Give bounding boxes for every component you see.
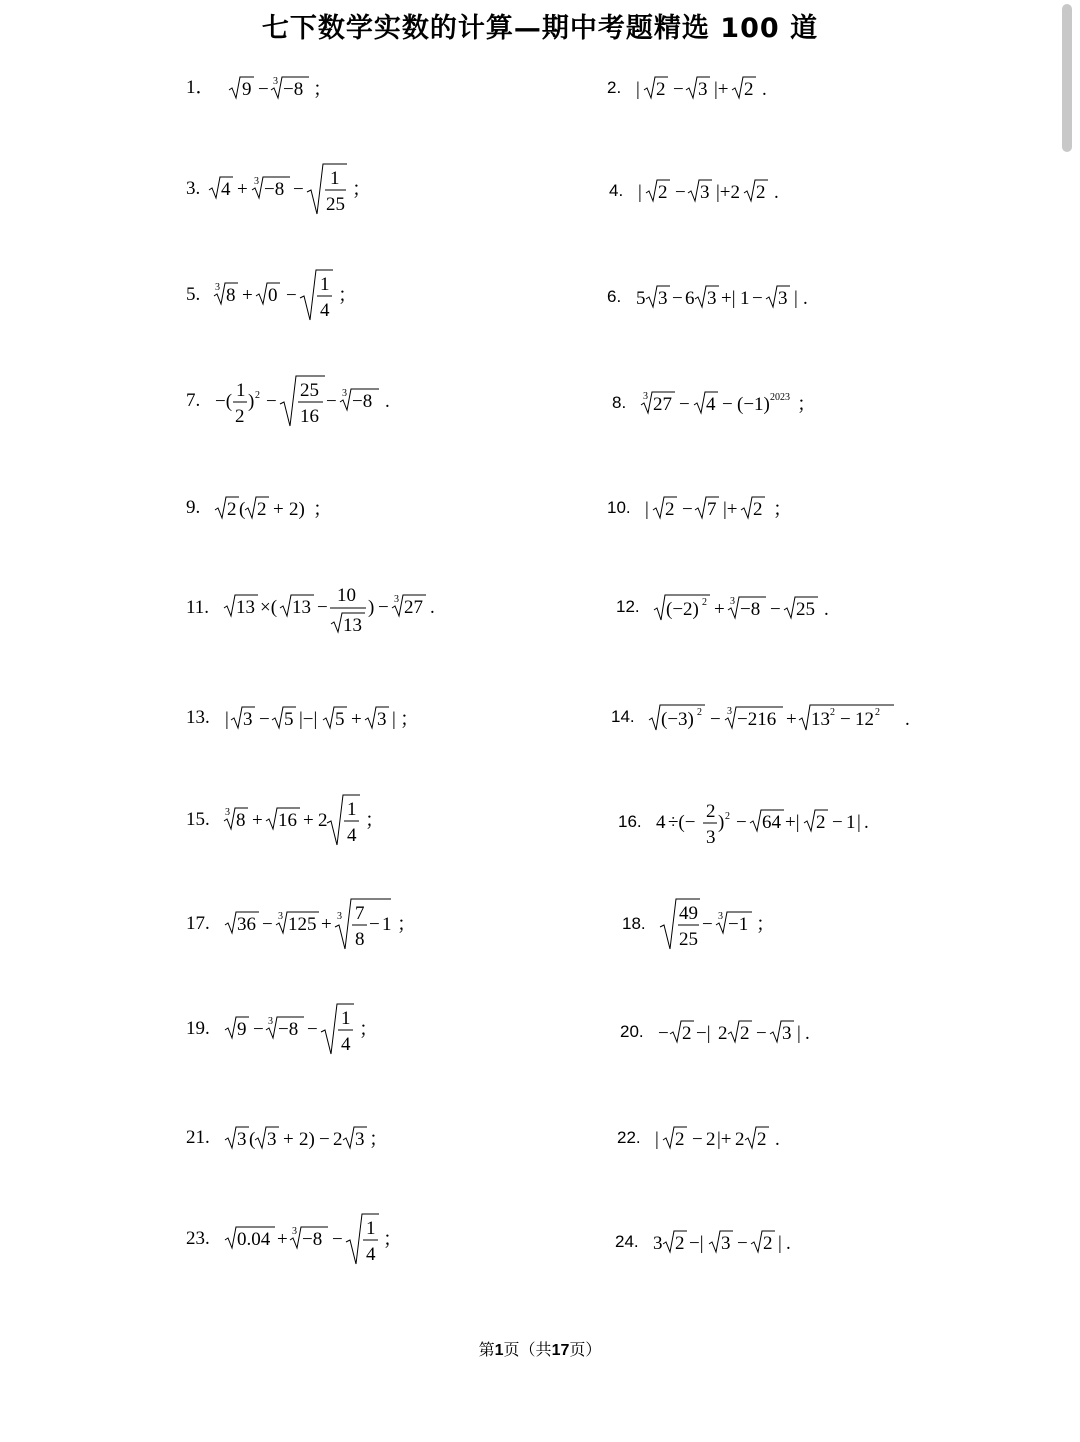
svg-text:−: − [658, 1023, 670, 1044]
svg-text:5: 5 [334, 709, 344, 730]
problem-24 [615, 1228, 811, 1258]
svg-text:3: 3 [718, 911, 724, 922]
svg-text:−: − [832, 812, 844, 833]
svg-text:4: 4 [221, 179, 231, 200]
svg-text:27: 27 [652, 394, 672, 415]
problem-number: 10. [607, 498, 631, 518]
svg-text:−: − [377, 597, 389, 618]
math-expression [658, 897, 778, 953]
svg-text:；: ； [756, 914, 776, 935]
svg-text:.: . [802, 288, 808, 309]
problem-3 [186, 162, 372, 218]
svg-text:−: − [678, 394, 690, 415]
svg-text:3: 3 [706, 827, 716, 848]
problem-17 [186, 897, 423, 953]
svg-text:÷(−: ÷(− [668, 812, 696, 833]
svg-text:13: 13 [235, 597, 255, 618]
problem-13 [186, 704, 433, 734]
svg-text:16: 16 [277, 810, 297, 831]
svg-text:5: 5 [283, 709, 293, 730]
svg-text:49: 49 [679, 903, 699, 924]
svg-text:|−|: |−| [298, 709, 317, 730]
svg-text:.: . [824, 599, 830, 620]
svg-text:−: − [674, 182, 686, 203]
svg-text:2: 2 [257, 499, 267, 520]
svg-text:4: 4 [346, 825, 356, 846]
svg-text:−8: −8 [283, 79, 304, 100]
problem-number: 15. [186, 809, 210, 831]
svg-text:−: − [252, 1019, 264, 1040]
problem-20 [620, 1018, 826, 1048]
svg-text:3: 3 [224, 807, 230, 818]
svg-text:.: . [773, 182, 779, 203]
svg-text:−: − [318, 1129, 330, 1150]
svg-text:2: 2 [755, 182, 766, 203]
svg-text:0: 0 [268, 285, 278, 306]
svg-text:2: 2 [675, 1233, 685, 1254]
svg-text:−(: −( [215, 391, 233, 412]
svg-text:+: + [237, 179, 248, 200]
problem-16 [618, 795, 894, 851]
problem-18 [622, 897, 778, 953]
problem-21 [186, 1124, 393, 1154]
problem-number: 13. [186, 707, 210, 729]
svg-text:.: . [864, 812, 870, 833]
problem-15 [186, 793, 383, 849]
svg-text:.: . [385, 391, 390, 412]
svg-text:4: 4 [656, 812, 666, 833]
svg-text:|: | [637, 182, 642, 203]
svg-text:3: 3 [730, 596, 736, 607]
svg-text:−: − [737, 1233, 749, 1254]
math-expression [207, 162, 372, 218]
svg-text:64: 64 [762, 812, 782, 833]
footer-prefix: 第 [478, 1340, 495, 1359]
problem-14 [611, 702, 917, 734]
problem-8 [612, 389, 829, 419]
svg-text:3: 3 [727, 706, 733, 717]
problem-19 [186, 1002, 378, 1058]
problem-7 [186, 374, 403, 430]
svg-text:|+: |+ [723, 499, 738, 520]
svg-text:2: 2 [763, 1233, 773, 1254]
svg-text:；: ； [796, 394, 816, 415]
svg-text:2: 2 [702, 597, 708, 608]
svg-text:−: − [266, 391, 277, 412]
problem-number: 22. [617, 1128, 641, 1148]
svg-text:4: 4 [705, 394, 716, 415]
svg-text:16: 16 [300, 406, 319, 427]
svg-text:−8: −8 [277, 1019, 298, 1040]
svg-text:|: | [857, 812, 862, 833]
svg-text:|: | [797, 1023, 802, 1044]
svg-text:−: − [326, 391, 337, 412]
svg-text:2: 2 [317, 810, 327, 831]
math-expression [634, 74, 794, 104]
svg-text:(: ( [248, 1129, 255, 1150]
math-expression [213, 268, 358, 324]
svg-text:|: | [645, 499, 650, 520]
svg-text:−216: −216 [737, 709, 777, 730]
svg-text:3: 3 [266, 1129, 276, 1150]
problem-number: 11. [186, 597, 210, 619]
svg-text:|: | [655, 1129, 660, 1150]
svg-text:): ) [248, 391, 255, 412]
svg-text:2: 2 [657, 182, 668, 203]
svg-text:；: ； [773, 499, 793, 520]
problem-11 [186, 580, 462, 638]
svg-text:|+2: |+2 [715, 182, 740, 203]
svg-text:9: 9 [236, 1019, 246, 1040]
math-expression [636, 177, 796, 207]
svg-text:3: 3 [697, 79, 708, 100]
footer-page-number: 1 [494, 1342, 504, 1359]
svg-text:；: ； [313, 79, 333, 100]
svg-text:2: 2 [697, 707, 703, 718]
svg-text:−: − [692, 1129, 704, 1150]
svg-text:+: + [273, 499, 284, 520]
problem-number: 12. [616, 597, 640, 617]
svg-text:125: 125 [287, 914, 316, 935]
svg-text:2: 2 [706, 1129, 716, 1150]
problem-1 [186, 74, 337, 104]
svg-text:|+: |+ [717, 1129, 732, 1150]
svg-text:−: − [751, 288, 763, 309]
svg-text:+: + [282, 1129, 294, 1150]
svg-text:.: . [429, 597, 435, 618]
svg-text:3: 3 [653, 1233, 663, 1254]
svg-text:1: 1 [365, 1218, 375, 1239]
problem-12 [616, 592, 842, 624]
svg-text:1: 1 [340, 1008, 350, 1029]
svg-text:.: . [786, 1233, 792, 1254]
math-expression [643, 494, 803, 524]
svg-text:−: − [306, 1019, 318, 1040]
problem-number: 18. [622, 914, 646, 934]
svg-text:2: 2 [740, 1023, 750, 1044]
svg-text:3: 3 [354, 1129, 364, 1150]
svg-text:2: 2 [718, 1023, 728, 1044]
svg-text:；: ； [352, 179, 372, 200]
svg-text:1: 1 [320, 274, 330, 295]
svg-text:；: ； [358, 1019, 378, 1040]
math-expression [652, 592, 842, 624]
problem-number: 19. [186, 1018, 210, 1040]
svg-text:|+: |+ [713, 79, 729, 100]
math-expression [223, 1002, 378, 1058]
math-expression [647, 702, 917, 734]
footer-mid: 页（共 [503, 1340, 552, 1359]
svg-text:2: 2 [682, 1023, 692, 1044]
svg-text:3: 3 [215, 282, 220, 293]
svg-text:；: ； [313, 499, 333, 520]
svg-text:−8: −8 [264, 179, 285, 200]
svg-text:|: | [224, 709, 229, 730]
svg-text:(−2): (−2) [666, 599, 700, 620]
math-expression [223, 1212, 403, 1268]
svg-text:.: . [775, 1129, 781, 1150]
problem-number: 3. [186, 178, 201, 200]
svg-text:2): 2) [298, 1129, 315, 1150]
math-expression [223, 704, 433, 734]
svg-text:−: − [286, 285, 297, 306]
svg-text:2: 2 [332, 1129, 342, 1150]
svg-text:3: 3 [376, 709, 386, 730]
problem-number: 5. [186, 284, 201, 306]
svg-text:12: 12 [855, 709, 875, 730]
svg-text:(: ( [239, 499, 246, 520]
svg-text:+: + [242, 285, 253, 306]
svg-text:1: 1 [381, 914, 391, 935]
svg-text:−: − [258, 79, 269, 100]
svg-text:3: 3 [642, 391, 648, 402]
svg-text:3: 3 [236, 1129, 246, 1150]
math-expression [653, 1124, 813, 1154]
problem-9 [186, 494, 343, 524]
svg-text:25: 25 [326, 194, 345, 215]
math-expression [213, 374, 403, 430]
math-expression [651, 1228, 811, 1258]
svg-text:4: 4 [365, 1244, 375, 1265]
svg-text:2: 2 [830, 707, 836, 718]
svg-text:2: 2 [743, 79, 754, 100]
page-title: 七下数学实数的计算—期中考题精选 100 道 [261, 13, 819, 44]
svg-text:−: − [258, 709, 270, 730]
svg-text:−: − [331, 1229, 343, 1250]
problem-number: 1． [186, 77, 215, 99]
svg-text:3: 3 [699, 182, 710, 203]
svg-text:3: 3 [267, 1016, 273, 1027]
svg-text:5: 5 [635, 288, 646, 309]
svg-text:；: ； [382, 1229, 402, 1250]
svg-text:+: + [350, 709, 362, 730]
math-expression [222, 580, 462, 638]
svg-text:；: ； [368, 1129, 388, 1150]
svg-text:.: . [761, 79, 767, 100]
svg-text:|: | [793, 288, 798, 309]
svg-text:+: + [276, 1229, 288, 1250]
svg-text:2: 2 [735, 1129, 745, 1150]
svg-text:+|: +| [720, 288, 736, 309]
problem-number: 20. [620, 1022, 644, 1042]
svg-text:×(: ×( [259, 597, 277, 618]
svg-text:1: 1 [846, 812, 856, 833]
svg-text:13: 13 [342, 615, 362, 636]
svg-text:3: 3 [342, 388, 347, 399]
svg-text:2: 2 [235, 406, 245, 427]
svg-text:): ) [718, 812, 725, 833]
math-expression [656, 1018, 826, 1048]
svg-text:3: 3 [657, 288, 668, 309]
problem-10 [607, 494, 803, 524]
svg-text:−: − [770, 599, 782, 620]
math-expression [223, 1124, 393, 1154]
svg-text:−: − [710, 709, 722, 730]
math-expression [223, 793, 383, 849]
svg-text:25: 25 [796, 599, 816, 620]
problem-number: 17. [186, 913, 210, 935]
svg-text:7: 7 [707, 499, 717, 520]
svg-text:7: 7 [354, 903, 364, 924]
svg-text:+: + [786, 709, 798, 730]
svg-text:(−3): (−3) [661, 709, 695, 730]
vertical-scrollbar[interactable] [1054, 0, 1080, 1442]
svg-text:13: 13 [291, 597, 311, 618]
svg-text:−: − [756, 1023, 768, 1044]
svg-text:+: + [302, 810, 314, 831]
svg-text:9: 9 [242, 79, 252, 100]
svg-text:0.04: 0.04 [236, 1229, 270, 1250]
svg-text:3: 3 [254, 176, 259, 187]
svg-text:2: 2 [725, 811, 731, 822]
svg-text:27: 27 [403, 597, 423, 618]
svg-text:−: − [736, 812, 748, 833]
svg-text:10: 10 [336, 585, 356, 606]
svg-text:3: 3 [291, 1226, 297, 1237]
svg-text:2: 2 [255, 390, 260, 401]
svg-text:−: − [368, 914, 380, 935]
svg-text:3: 3 [721, 1233, 731, 1254]
problem-number: 4. [609, 181, 624, 201]
svg-text:−8: −8 [301, 1229, 322, 1250]
footer-total-pages: 17 [551, 1342, 570, 1359]
math-expression [654, 795, 894, 851]
svg-text:1: 1 [739, 288, 750, 309]
svg-text:6: 6 [684, 288, 695, 309]
svg-text:+: + [251, 810, 263, 831]
svg-text:−|: −| [696, 1023, 711, 1044]
svg-text:2: 2 [655, 79, 666, 100]
problem-number: 16. [618, 812, 642, 832]
svg-text:2023: 2023 [769, 392, 790, 403]
svg-text:3: 3 [777, 288, 788, 309]
svg-text:；: ； [399, 709, 419, 730]
svg-text:36: 36 [236, 914, 256, 935]
svg-text:3: 3 [706, 288, 717, 309]
svg-text:8: 8 [226, 285, 236, 306]
svg-text:4: 4 [340, 1034, 350, 1055]
svg-text:3: 3 [782, 1023, 792, 1044]
scrollbar-thumb[interactable] [1062, 4, 1072, 152]
svg-text:−: − [682, 499, 694, 520]
svg-text:2: 2 [706, 801, 716, 822]
svg-text:2: 2 [753, 499, 763, 520]
svg-text:4: 4 [320, 300, 330, 321]
svg-text:−: − [261, 914, 273, 935]
svg-text:1: 1 [346, 799, 356, 820]
svg-text:3: 3 [242, 709, 252, 730]
math-expression [639, 389, 829, 419]
svg-text:25: 25 [300, 380, 319, 401]
svg-text:(−1): (−1) [736, 394, 770, 415]
svg-text:；: ； [364, 810, 384, 831]
svg-text:|: | [778, 1233, 783, 1254]
svg-text:|: | [635, 79, 640, 100]
svg-text:−: − [702, 914, 714, 935]
svg-text:−: − [293, 179, 304, 200]
problem-number: 23. [186, 1228, 210, 1250]
svg-text:−8: −8 [740, 599, 761, 620]
svg-text:1: 1 [236, 380, 246, 401]
math-expression [213, 494, 343, 524]
svg-text:3: 3 [393, 594, 399, 605]
svg-text:+: + [320, 914, 332, 935]
problem-5 [186, 268, 358, 324]
problem-4 [609, 177, 796, 207]
svg-text:；: ； [396, 914, 416, 935]
svg-text:−8: −8 [352, 391, 373, 412]
svg-text:25: 25 [679, 929, 699, 950]
svg-text:−: − [671, 288, 683, 309]
svg-text:.: . [805, 1023, 811, 1044]
svg-text:13: 13 [811, 709, 831, 730]
problem-number: 14. [611, 707, 635, 727]
page-footer [0, 1337, 1080, 1360]
svg-text:；: ； [338, 285, 358, 306]
svg-text:2: 2 [875, 707, 881, 718]
svg-text:+: + [714, 599, 726, 620]
problem-23 [186, 1212, 403, 1268]
svg-text:2: 2 [227, 499, 237, 520]
svg-text:8: 8 [354, 929, 364, 950]
math-expression [223, 897, 423, 953]
svg-text:3: 3 [277, 911, 283, 922]
svg-text:+|: +| [785, 812, 800, 833]
math-expression [227, 74, 337, 104]
svg-text:2): 2) [289, 499, 305, 520]
svg-text:.: . [905, 709, 911, 730]
svg-text:3: 3 [273, 76, 279, 87]
svg-text:|: | [391, 709, 396, 730]
problem-number: 8. [612, 393, 627, 413]
svg-text:2: 2 [816, 812, 826, 833]
svg-text:−: − [721, 394, 733, 415]
svg-text:−1: −1 [728, 914, 749, 935]
svg-text:−: − [316, 597, 328, 618]
problem-number: 21. [186, 1127, 210, 1149]
problem-22 [617, 1124, 813, 1154]
problem-number: 7. [186, 390, 201, 412]
problem-number: 9. [186, 497, 201, 519]
svg-text:−: − [840, 709, 852, 730]
svg-text:−|: −| [689, 1233, 704, 1254]
problem-number: 24. [615, 1232, 639, 1252]
svg-text:1: 1 [330, 168, 340, 189]
svg-text:3: 3 [336, 911, 342, 922]
footer-suffix: 页） [569, 1340, 602, 1359]
problem-number: 6. [607, 287, 622, 307]
math-expression [634, 283, 834, 313]
svg-text:): ) [367, 597, 375, 618]
svg-text:2: 2 [665, 499, 675, 520]
svg-text:2: 2 [675, 1129, 685, 1150]
problem-number: 2. [607, 78, 622, 98]
problem-2 [607, 74, 794, 104]
problem-6 [607, 283, 834, 313]
svg-text:−: − [672, 79, 684, 100]
svg-text:8: 8 [235, 810, 245, 831]
svg-text:2: 2 [757, 1129, 767, 1150]
